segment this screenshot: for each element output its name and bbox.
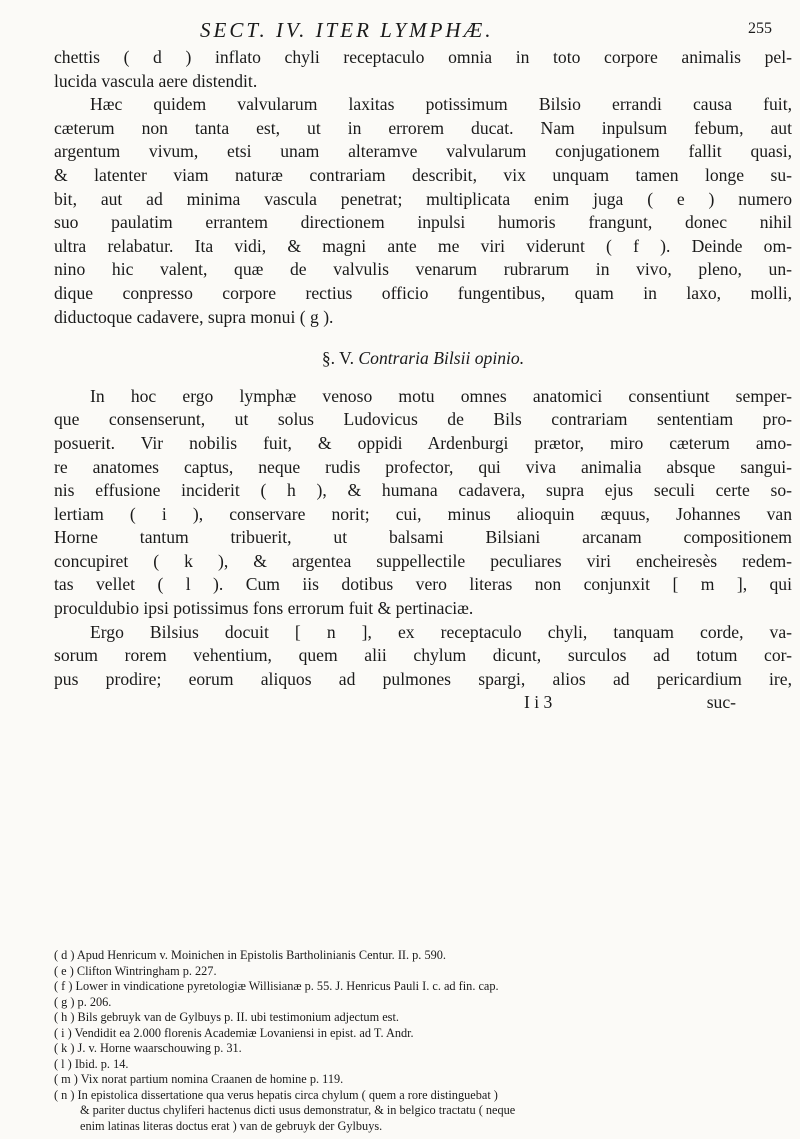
footnote: ( k ) J. v. Horne waarschouwing p. 31. <box>54 1041 242 1055</box>
text-line: dique conpresso corpore rectius officio fungentibus, quam in laxo, molli, <box>54 282 792 303</box>
footnote: ( n ) In epistolica dissertatione qua verus hepatis circa chylum ( quem a rore distinguebat ) <box>54 1087 498 1102</box>
page-number: 255 <box>748 20 772 37</box>
text-line: bit, aut ad minima vascula penetrat; multiplicata enim juga ( e ) numero <box>54 188 792 209</box>
footnote: ( f ) Lower in vindicatione pyretologiæ Willisianæ p. 55. J. Henricus Pauli I. c. ad fin. cap. <box>54 979 499 993</box>
footnote-continuation: & pariter ductus chyliferi hactenus dicti usus demonstratur, & in belgico tractatu ( neque <box>80 1103 516 1117</box>
footnotes <box>54 948 792 1134</box>
section-number: §. V. <box>321 348 354 369</box>
text-line: chettis ( d ) inflato chyli receptaculo omnia in toto corpore animalis pel- <box>54 47 792 67</box>
text-line: argentum vivum, etsi unam alteramve valvularum conjugationem fallit quasi, <box>54 141 792 162</box>
text-line: re anatomes captus, neque rudis profector, qui viva animalia absque sangui- <box>54 456 792 477</box>
text-line: tas vellet ( l ). Cum iis dotibus vero literas non conjunxit [ m ], qui <box>54 574 792 595</box>
text-line: nis effusione inciderit ( h ), & humana cadavera, supra ejus seculi certe so- <box>54 480 792 501</box>
footnote: ( e ) Clifton Wintringham p. 227. <box>54 963 217 978</box>
footnote: ( d ) Apud Henricum v. Moinichen in Epistolis Bartholinianis Centur. II. p. 590. <box>54 948 446 962</box>
text-line: diductoque cadavere, supra monui ( g ). <box>54 306 334 327</box>
section-title: Contraria Bilsii opinio. <box>358 348 525 369</box>
text-line: lertiam ( i ), conservare norit; cui, minus alioquin æquus, Johannes van <box>54 503 792 524</box>
footnote-continuation: enim latinas literas doctus erat ) van de gebruyk der Gylbuys. <box>80 1118 383 1133</box>
running-title: SECT. IV. ITER LYMPHÆ. <box>200 18 494 42</box>
text-line: pus prodire; eorum aliquos ad pulmones spargi, alios ad pericardium ire, <box>54 668 792 689</box>
text-line: concupiret ( k ), & argentea suppellectile peculiares viri encheiresès redem- <box>54 550 792 571</box>
text-line: que consenserunt, ut solus Ludovicus de Bils contrariam sententiam pro- <box>54 409 792 430</box>
text-line: cæterum non tanta est, ut in errorem ducat. Nam inpulsum febum, aut <box>54 117 792 138</box>
text-line: proculdubio ipsi potissimus fons errorum fuit & pertinaciæ. <box>54 598 474 619</box>
footnote: ( i ) Vendidit ea 2.000 florenis Academiæ Lovaniensi in epist. ad T. Andr. <box>54 1025 414 1040</box>
text-line: ultra relabatur. Ita vidi, & magni ante me viri viderunt ( f ). Deinde om- <box>54 235 792 256</box>
text-line: sorum rorem vehentium, quem alii chylum dicunt, surculos ad totum cor- <box>54 645 792 666</box>
text-line: Horne tantum tribuerit, ut balsami Bilsiani arcanam compositionem <box>54 527 792 548</box>
footnote: ( l ) Ibid. p. 14. <box>54 1056 129 1071</box>
text-line: & latenter viam naturæ contrariam describit, vix unquam tamen longe su- <box>54 164 792 185</box>
catchword: suc- <box>706 692 736 713</box>
footnote: ( h ) Bils gebruyk van de Gylbuys p. II. ubi testimonium adjectum est. <box>54 1010 399 1024</box>
text-line: Hæc quidem valvularum laxitas potissimum Bilsio errandi causa fuit, <box>90 94 792 115</box>
footnote: ( m ) Vix norat partium nomina Craanen de homine p. 119. <box>54 1072 344 1086</box>
text-line: lucida vasculа aere distendit. <box>54 70 258 91</box>
text-line: In hoc ergo lymphæ venoso motu omnes anatomici consentiunt semper- <box>90 385 792 406</box>
text-line: suo paulatim errantem directionem inpulsi humoris frangunt, donec nihil <box>54 212 792 233</box>
running-head <box>0 6 800 46</box>
footnote: ( g ) p. 206. <box>54 994 112 1009</box>
text-line: posuerit. Vir nobilis fuit, & oppidi Ardenburgi prætor, miro cæterum amo- <box>54 432 792 453</box>
spacer <box>54 329 792 341</box>
section-heading <box>54 347 792 371</box>
text-line: nino hic valent, quæ de valvulis venarum rubrarum in vivo, pleno, un- <box>54 259 792 280</box>
catchword-line <box>54 691 792 715</box>
signature-mark: I i 3 <box>523 692 553 713</box>
main-text <box>54 46 792 715</box>
text-line: Ergo Bilsius docuit [ n ], ex receptaculo chyli, tanquam corde, va- <box>90 621 792 642</box>
